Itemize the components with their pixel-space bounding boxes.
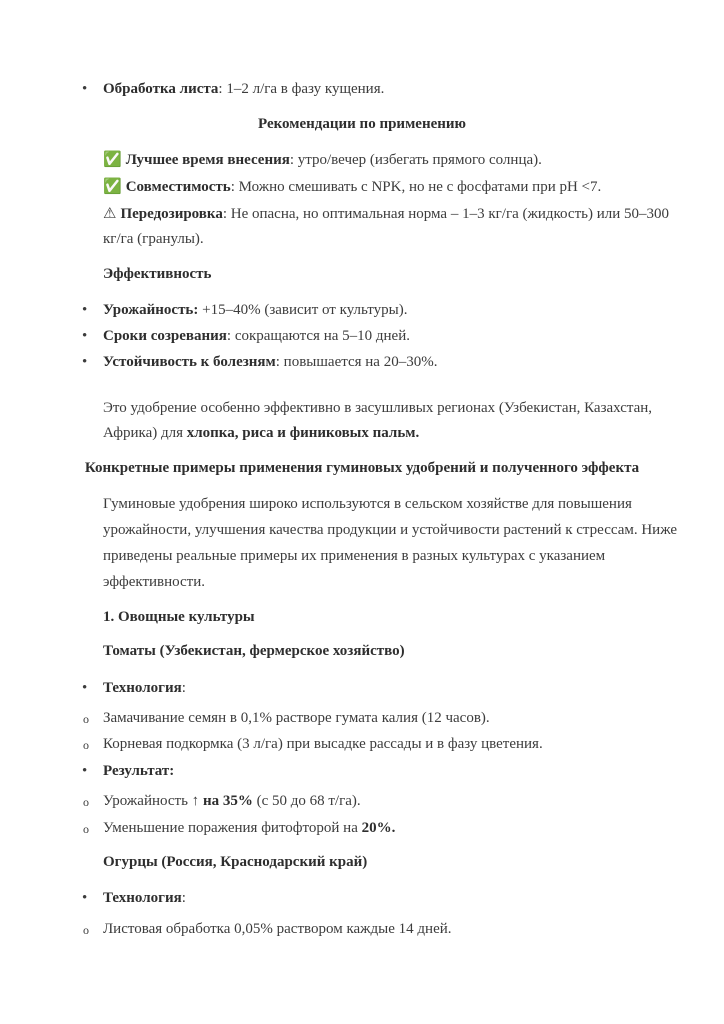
leaf-item-label: Обработка листа: [103, 81, 219, 97]
bullet-dot: •: [82, 81, 88, 97]
leaf-item-text: : 1–2 л/га в фазу кущения.: [218, 81, 385, 97]
efficiency-note-bold: хлопка, риса и финиковых пальм.: [186, 425, 420, 441]
recommendation-text: : Не опасна, но оптимальная норма – 1–3 кг/га (жидкость) или 50–300: [222, 206, 670, 222]
examples-intro-line: приведены реальные примеры их применения в разных культурах с указанием: [103, 548, 606, 564]
recommendation-item: [103, 150, 542, 170]
bullet-circle: o: [83, 712, 89, 726]
bullet-dot: •: [82, 763, 88, 779]
bullet-dot: •: [82, 302, 88, 318]
bullet-circle: o: [83, 738, 89, 752]
efficiency-text: : сокращаются на 5–10 дней.: [226, 328, 410, 344]
result-text: (с 50 до 68 т/га).: [252, 793, 361, 809]
recommendation-item: [103, 177, 601, 197]
bullet-circle: o: [83, 795, 89, 809]
tech-label: Технология: [103, 890, 182, 906]
efficiency-item: [103, 326, 410, 346]
result-label: Результат: [103, 763, 170, 779]
efficiency-label: Устойчивость к болезням: [103, 354, 276, 370]
tech-label: Технология: [103, 680, 182, 696]
tomatoes-result-item: [103, 791, 361, 811]
efficiency-label: Сроки созревания: [103, 328, 227, 344]
tomatoes-tech-label: [103, 678, 186, 698]
tech-colon: :: [181, 680, 186, 696]
examples-intro-line: Гуминовые удобрения широко используются в сельском хозяйстве для повышения: [103, 496, 632, 512]
efficiency-title: Эффективность: [103, 266, 212, 282]
bullet-dot: •: [82, 354, 88, 370]
recommendation-text: : утро/вечер (избегать прямого солнца).: [289, 152, 542, 168]
recommendation-text-continued: кг/га (гранулы).: [103, 231, 204, 247]
result-bold: 20%: [361, 820, 392, 836]
recommendation-item: [103, 204, 669, 224]
warning-icon: ⚠: [103, 206, 117, 222]
leaf-item: [103, 79, 384, 99]
tomatoes-result-label: [103, 761, 174, 781]
result-text: Урожайность ↑: [103, 793, 203, 809]
bullet-dot: •: [82, 328, 88, 344]
examples-intro-line: урожайности, улучшения качества продукции и устойчивости растений к стрессам. Ниже: [103, 522, 678, 538]
bullet-dot: •: [82, 890, 88, 906]
tomatoes-tech-item: Замачивание семян в 0,1% растворе гумата калия (12 часов).: [103, 710, 490, 726]
check-icon: ✅: [103, 152, 122, 168]
section-title: 1. Овощные культуры: [103, 609, 255, 625]
bullet-circle: o: [83, 822, 89, 836]
efficiency-text: +15–40% (зависит от культуры).: [198, 302, 408, 318]
examples-intro-line: эффективности.: [103, 574, 206, 590]
tech-colon: :: [181, 890, 186, 906]
recommendation-label: Лучшее время внесения: [125, 152, 290, 168]
efficiency-note-line2: [103, 423, 419, 443]
tomatoes-title: Томаты (Узбекистан, фермерское хозяйство): [103, 643, 405, 659]
recommendation-label: Совместимость: [125, 179, 231, 195]
efficiency-note-text: Африка) для: [103, 425, 187, 441]
cucumbers-title: Огурцы (Россия, Краснодарский край): [103, 854, 368, 870]
recommendation-label: Передозировка: [120, 206, 223, 222]
cucumbers-tech-item: Листовая обработка 0,05% раствором каждые 14 дней.: [103, 921, 452, 937]
result-bold: на 35%: [202, 793, 253, 809]
check-icon: ✅: [103, 179, 122, 195]
result-colon: :: [169, 763, 175, 779]
efficiency-label: Урожайность:: [103, 302, 199, 318]
recommendation-text: : Можно смешивать с NPK, но не с фосфатами при pH <7.: [230, 179, 602, 195]
examples-title: Конкретные примеры применения гуминовых удобрений и полученного эффекта: [84, 460, 640, 476]
result-text: Уменьшение поражения фитофторой на: [103, 820, 362, 836]
recommendations-title: Рекомендации по применению: [257, 116, 466, 132]
result-text: .: [391, 820, 396, 836]
efficiency-note-line1: Это удобрение особенно эффективно в засушливых регионах (Узбекистан, Казахстан,: [103, 400, 653, 416]
bullet-dot: •: [82, 680, 88, 696]
bullet-circle: o: [83, 923, 89, 937]
efficiency-item: [103, 300, 407, 320]
efficiency-item: [103, 352, 437, 372]
cucumbers-tech-label: [103, 888, 186, 908]
tomatoes-result-item: [103, 818, 395, 838]
tomatoes-tech-item: Корневая подкормка (3 л/га) при высадке рассады и в фазу цветения.: [103, 736, 543, 752]
efficiency-text: : повышается на 20–30%.: [275, 354, 438, 370]
